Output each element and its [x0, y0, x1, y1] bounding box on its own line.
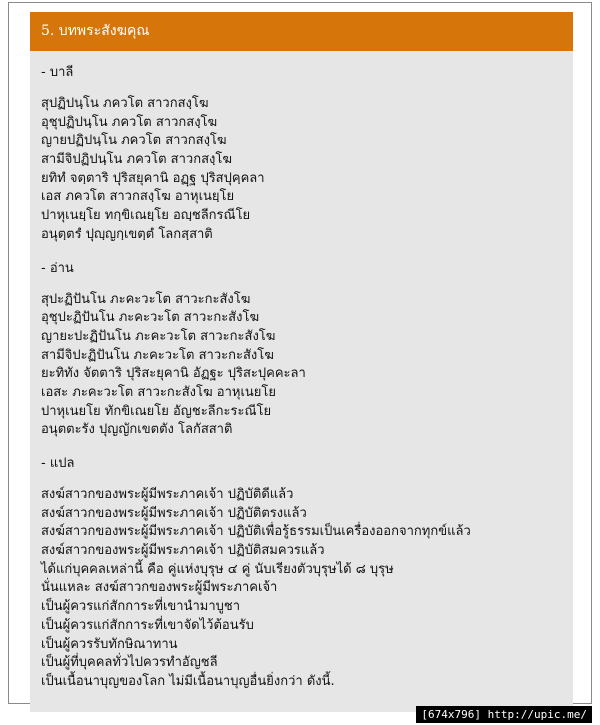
card-content: [30, 51, 573, 692]
verse-line: ยทิทํ จตฺตาริ ปุริสยุคานิ อฏฺฐ ปุริสปุคฺคลา: [41, 170, 265, 186]
section-label-pali: - บาลี: [41, 65, 74, 80]
section-label-reading: - อ่าน: [41, 260, 74, 276]
verse-line: สงฆ์สาวกของพระผู้มีพระภาคเจ้า ปฏิบัติเพื่อรู้ธรรมเป็นเครื่องออกจากทุกข์แล้ว: [41, 524, 471, 540]
verse-line: ญายะปะฏิปันโน ภะคะวะโต สาวะกะสังโฆ: [41, 328, 276, 344]
verse-line: อนุตฺตรํ ปุญฺญกฺเขตฺตํ โลกสฺสาติ: [41, 226, 213, 242]
verse-line: ยะทิทัง จัตตาริ ปุริสะยุคานิ อัฏฐะ ปุริสะปุคคะลา: [41, 366, 306, 382]
verse-line: เป็นผู้ควรแก่สักการะที่เขานำมาบูชา: [41, 599, 240, 615]
verse-line: สงฆ์สาวกของพระผู้มีพระภาคเจ้า ปฏิบัติดีแล้ว: [41, 487, 294, 502]
chant-card: [30, 12, 573, 712]
verse-line: เป็นผู้ควรรับทักษิณาทาน: [41, 636, 178, 652]
verse-line: เป็นผู้ที่บุคคลทั่วไปควรทำอัญชลี: [41, 655, 218, 671]
verse-line: สุปะฏิปันโน ภะคะวะโต สาวะกะสังโฆ: [41, 291, 251, 307]
verse-line: เอส ภควโต สาวกสงฺโฆ อาหุเนยฺโย: [41, 189, 235, 205]
verse-translation: [41, 486, 573, 692]
verse-line: สงฆ์สาวกของพระผู้มีพระภาคเจ้า ปฏิบัติตรงแล้ว: [41, 505, 307, 521]
verse-line: ปาหุเนยฺโย ทกฺขิเณยฺโย อญฺชลีกรณีโย: [41, 208, 251, 224]
card-title: 5. บทพระสังฆคุณ: [41, 23, 150, 39]
verse-line: เอสะ ภะคะวะโต สาวะกะสังโฆ อาหุเนยโย: [41, 384, 277, 400]
section-label-translation: - แปล: [41, 456, 75, 471]
verse-line: อุชุปฏิปนฺโน ภควโต สาวกสงฺโฆ: [41, 114, 218, 130]
verse-line: เป็นผู้ควรแก่สักการะที่เขาจัดไว้ต้อนรับ: [41, 617, 254, 633]
verse-line: สุปฏิปนฺโน ภควโต สาวกสงฺโฆ: [41, 96, 209, 111]
verse-line: เป็นเนื้อนาบุญของโลก ไม่มีเนื้อนาบุญอื่นยิ่งกว่า ดังนี้.: [41, 673, 335, 689]
verse-line: นั่นแหละ สงฆ์สาวกของพระผู้มีพระภาคเจ้า: [41, 580, 278, 596]
verse-line: ปาหุเนยโย ทักขิเณยโย อัญชะลีกะระณีโย: [41, 403, 272, 419]
verse-pali: [41, 95, 573, 245]
verse-reading: [41, 291, 573, 441]
verse-line: อนุตตะรัง ปุญญักเขตตัง โลกัสสาติ: [41, 422, 233, 438]
verse-line: ญายปฏิปนฺโน ภควโต สาวกสงฺโฆ: [41, 133, 227, 149]
verse-line: ได้แก่บุคคลเหล่านี้ คือ คู่แห่งบุรุษ ๔ คู่ นับเรียงตัวบุรุษได้ ๘ บุรุษ: [41, 561, 394, 577]
verse-line: อุชุปะฏิปันโน ภะคะวะโต สาวะกะสังโฆ: [41, 310, 260, 326]
verse-line: สามีจิปฏิปนฺโน ภควโต สาวกสงฺโฆ: [41, 152, 232, 168]
verse-line: สามีจิปะฏิปันโน ภะคะวะโต สาวะกะสังโฆ: [41, 347, 274, 363]
verse-line: สงฆ์สาวกของพระผู้มีพระภาคเจ้า ปฏิบัติสมควรแล้ว: [41, 543, 325, 559]
card-header: [30, 12, 573, 51]
image-watermark: [674x796] http://upic.me/: [416, 706, 592, 723]
